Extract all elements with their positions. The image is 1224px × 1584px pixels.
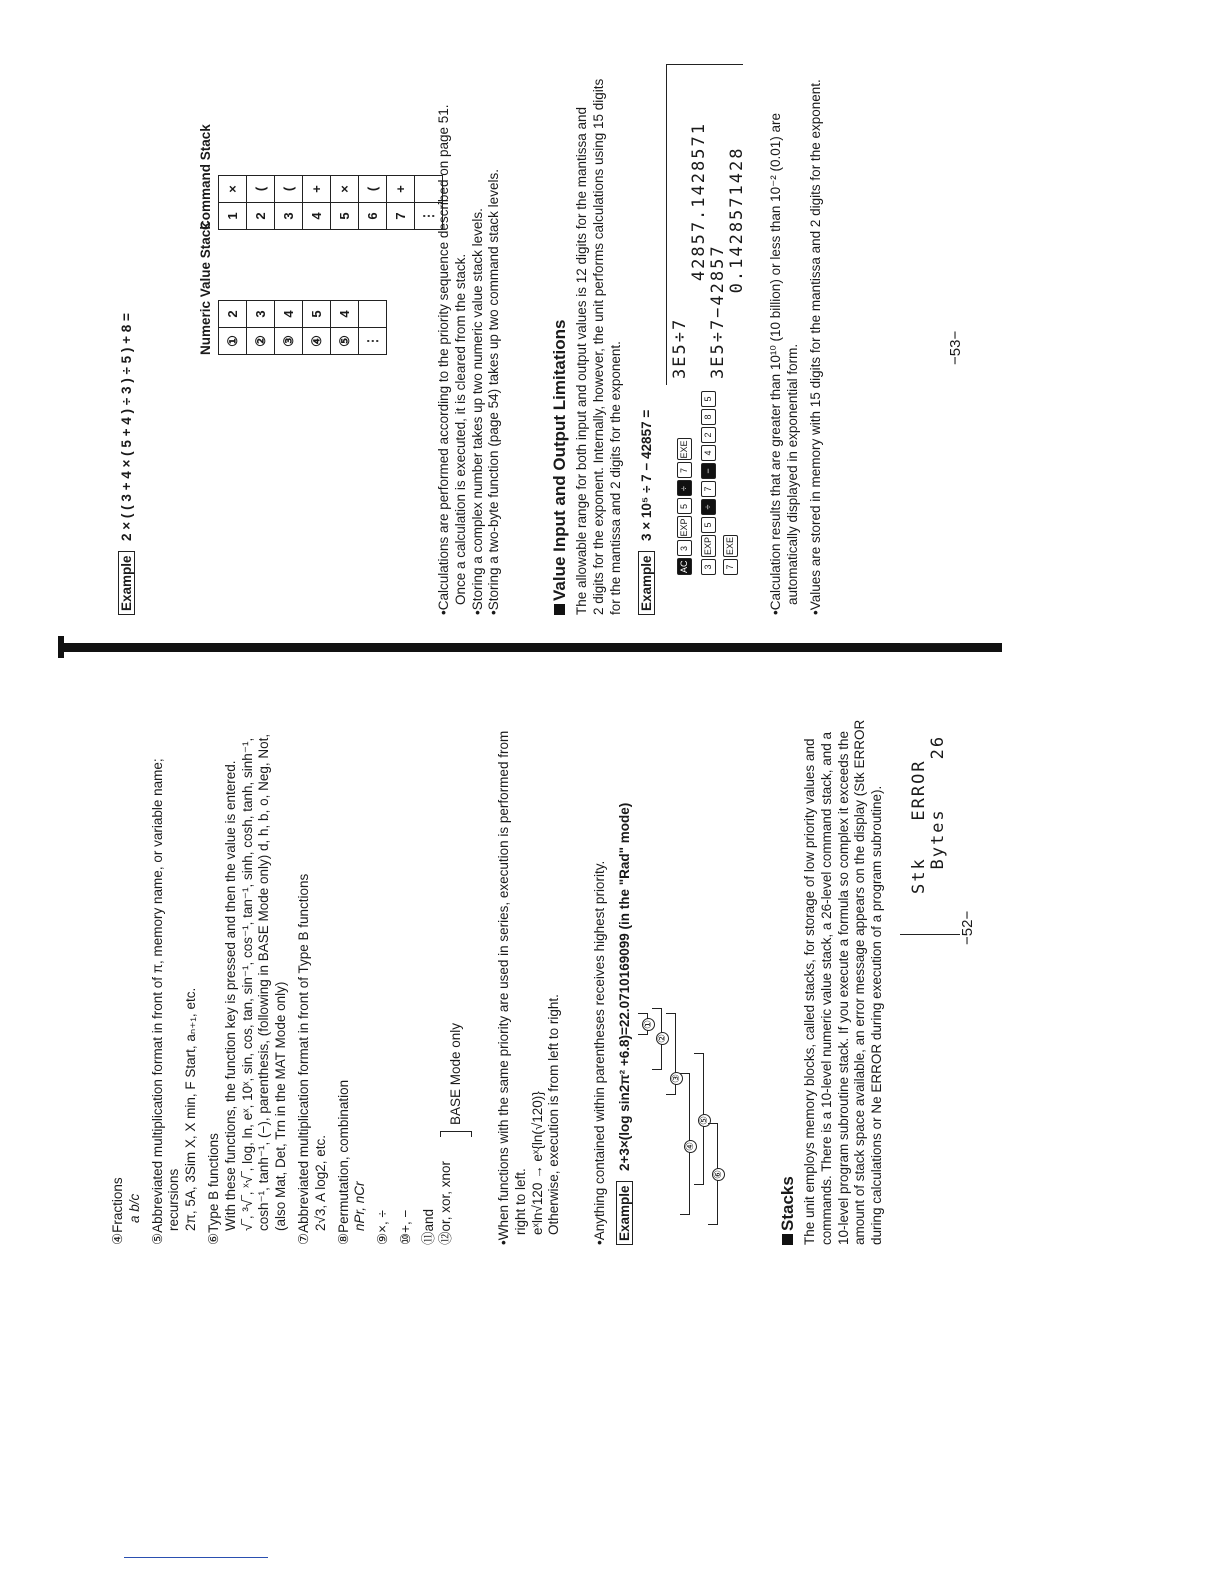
bottom-note-2: automatically displayed in exponential form.	[784, 343, 800, 605]
stacks-heading: Stacks	[778, 720, 798, 1245]
key-row-3	[720, 389, 738, 575]
series-line-3: eˣln√120 → eˣ{ln(√120)}	[529, 1091, 545, 1235]
numeric-stack-value: 4	[275, 301, 303, 328]
series-line-4: Otherwise, execution is from left to right.	[546, 994, 562, 1235]
numeric-stack-value	[359, 301, 387, 328]
item-typeb-desc: With these functions, the function key is pressed and then the value is entered.	[222, 760, 238, 1231]
note-4: •Storing a two-byte function (page 54) takes up two command stack levels.	[486, 169, 502, 615]
parenthesis-note: •Anything contained within parentheses receives highest priority.	[592, 860, 607, 1245]
numeric-stack-value: 4	[331, 301, 359, 328]
numeric-stack-row	[331, 301, 359, 355]
example-line	[616, 803, 634, 1245]
key-8: 8	[701, 409, 716, 425]
mark-3: ③	[670, 1072, 683, 1085]
result-line-3: 3E5÷7−42857	[708, 244, 728, 379]
note-2: Once a calculation is executed, it is cleared from the stack.	[452, 253, 468, 605]
numeric-stack-row	[303, 301, 331, 355]
note-1: •Calculations are performed according to the priority sequence described on page 51.	[436, 104, 451, 615]
command-stack-value: (	[247, 176, 275, 203]
key-ac: AC	[677, 558, 692, 575]
limits-line-3: for the mantissa and 2 digits for the exponent.	[607, 341, 623, 615]
bottom-note-1: •Calculation results that are greater than 10¹⁰ (10 billion) or less than 10⁻² (0.01) are	[768, 112, 783, 615]
command-stack-level: 6	[359, 203, 387, 230]
stk-error-display	[900, 643, 960, 935]
item-or: ⑫or, xor, xnor	[437, 1160, 453, 1245]
item-and: ⑪and	[420, 1208, 436, 1245]
example2-line	[638, 410, 656, 615]
heading-square-icon	[554, 604, 565, 615]
item-abbrev: ⑤Abbreviated multiplication format in front of π, memory name, or variable name;	[149, 758, 165, 1245]
numeric-stack-title: Numeric Value Stack	[198, 222, 213, 355]
item-typeb-list3: (also Mat, Det, Trn in the MAT Mode only)	[273, 981, 289, 1231]
command-stack-row	[247, 176, 275, 230]
item-perm-ex: nPr, nCr	[352, 1181, 368, 1231]
mark-5: ⑤	[698, 1114, 711, 1127]
page-divider-wedge	[58, 636, 64, 658]
numeric-stack-level: ④	[303, 328, 331, 355]
mark-6: ⑥	[712, 1168, 725, 1181]
note-3: •Storing a complex number takes up two numeric value stack levels.	[469, 208, 485, 615]
result-line-4: 0.1428571428	[727, 146, 747, 379]
page-number-right: −53−	[947, 330, 964, 365]
command-stack-level: ⋮	[415, 203, 443, 230]
command-stack-title: Command Stack	[198, 124, 213, 230]
command-stack-value: (	[275, 176, 303, 203]
key-sequence	[674, 389, 738, 575]
command-stack-level: 1	[219, 203, 247, 230]
command-stack-value: +	[303, 176, 331, 203]
limits-heading: Value Input and Output Limitations	[550, 79, 570, 615]
item-abbrev-ex: 2π, 5A, 3Sim X, X min, F Start, aₙ₊₁, etc.	[183, 987, 199, 1231]
scan-rule	[124, 1557, 268, 1558]
stacks-line-3: 10-level program subroutine stack. If you execute a formula so complex it exceeds the	[835, 730, 851, 1245]
command-stack-level: 7	[387, 203, 415, 230]
key-divide: ÷	[701, 499, 716, 515]
key-row-1	[674, 389, 692, 575]
numeric-stack-row	[359, 301, 387, 355]
base-mode-brace	[440, 1131, 472, 1137]
command-stack-row	[331, 176, 359, 230]
command-stack-row	[387, 176, 415, 230]
key-3: 3	[677, 540, 692, 556]
result-line-1: 3E5÷7	[670, 317, 690, 379]
example-label-right: Example	[118, 551, 135, 615]
stack-notes	[436, 104, 503, 615]
numeric-stack-level: ⋮	[359, 328, 387, 355]
numeric-stack-value: 5	[303, 301, 331, 328]
bottom-note-3: •Values are stored in memory with 15 digits for the mantissa and 2 digits for the exponent.	[807, 79, 823, 615]
numeric-value-stack	[218, 300, 387, 355]
item-fractions-sub: a b/c	[126, 1193, 142, 1223]
command-stack-value: +	[387, 176, 415, 203]
right-page	[118, 55, 964, 615]
numeric-stack-level: ⑤	[331, 328, 359, 355]
command-stack-value: ×	[219, 176, 247, 203]
example2-expression: 3 × 10⁵ ÷ 7 − 42857 =	[639, 409, 654, 542]
item-abbrev-cont: recursions	[166, 1168, 182, 1231]
command-stack-row	[219, 176, 247, 230]
key-row-2	[698, 389, 716, 575]
command-stack-level: 4	[303, 203, 331, 230]
order-diagram	[638, 1005, 728, 1245]
series-note	[496, 731, 563, 1245]
numeric-stack-level: ②	[247, 328, 275, 355]
command-stack-level: 5	[331, 203, 359, 230]
result-line-2: 42857.1428571	[689, 122, 709, 379]
mark-2: ②	[656, 1032, 669, 1045]
item-typeb-list1: √‾, ³√‾, ˣ√‾, log, ln, eˣ, 10ˣ, sin, cos, tan, sin⁻¹, cos⁻¹, tan⁻¹, sinh, cosh, tanh, sinh⁻¹,	[239, 737, 255, 1231]
page-number-left: −52−	[959, 910, 976, 945]
command-stack	[218, 175, 443, 230]
item-abbrev-b: ⑦Abbreviated multiplication format in front of Type B functions	[295, 873, 311, 1245]
numeric-stack-value: 3	[247, 301, 275, 328]
key-7: 7	[701, 481, 716, 497]
left-page	[110, 655, 976, 1245]
limits-line-2: 2 digits for the exponent. Internally, however, the unit performs calculations using 15 digits	[590, 78, 606, 615]
stacks-line-5: during calculations or Ne ERROR during execution of a program subroutine).	[869, 785, 885, 1245]
key-divide: ÷	[677, 480, 692, 496]
item-muldiv: ⑨×, ÷	[375, 1210, 391, 1245]
key-7: 7	[723, 559, 738, 575]
key-5: 5	[677, 498, 692, 514]
numeric-stack-level: ①	[219, 328, 247, 355]
example-expression: 2+3×(log sin2π² +6.8)=22.07101690​99 (in the "Rad" mode)	[617, 802, 632, 1172]
bottom-notes	[768, 79, 824, 615]
mark-4: ④	[684, 1140, 697, 1153]
numeric-stack-row	[247, 301, 275, 355]
stacks-line-4: amount of stack space available, an error message appears on the display (Stk ERROR	[852, 719, 868, 1245]
stacks-section	[778, 720, 886, 1245]
numeric-stack-value: 2	[219, 301, 247, 328]
example-line-right	[118, 313, 136, 615]
command-stack-row	[303, 176, 331, 230]
example-label: Example	[616, 1181, 633, 1245]
base-mode-note: BASE Mode only	[448, 1022, 463, 1125]
item-typeb-list2: cosh⁻¹, tanh⁻¹, (−), parenthesis, (following in BASE Mode only) d, h, b, o, Neg, Not,	[256, 733, 272, 1231]
item-abbrev-b-ex: 2√3, A log2, etc.	[312, 1135, 328, 1231]
key-minus: −	[701, 463, 716, 479]
series-line-2: right to left.	[512, 1168, 528, 1235]
item-typeb: ⑥Type B functions	[205, 1133, 221, 1245]
key-5: 5	[701, 391, 716, 407]
key-3: 3	[701, 559, 716, 575]
mark-1: ①	[642, 1018, 655, 1031]
numeric-stack-row	[219, 301, 247, 355]
command-stack-row	[359, 176, 387, 230]
stacks-line-1: The unit employs memory blocks, called stacks, for storage of low priority values and	[802, 738, 817, 1245]
example2-label: Example	[638, 551, 655, 615]
stacks-line-2: commands. There is a 10-level numeric value stack, a 26-level command stack, and a	[818, 732, 834, 1245]
command-stack-value: (	[359, 176, 387, 203]
key-exp: EXP	[677, 516, 692, 538]
item-fractions: ④Fractions	[110, 1177, 125, 1245]
key-exe: EXE	[677, 438, 692, 460]
example-expression-right: 2 × ( ( 3 + 4 × ( 5 + 4 ) ÷ 3 ) ÷ 5 ) + 8 =	[119, 313, 134, 542]
command-stack-level: 3	[275, 203, 303, 230]
key-exe: EXE	[723, 535, 738, 557]
key-2: 2	[701, 427, 716, 443]
numeric-stack-level: ③	[275, 328, 303, 355]
item-perm: ⑧Permutation, combination	[335, 1079, 351, 1245]
series-line-1: •When functions with the same priority are used in series, execution is performed from	[496, 730, 511, 1245]
display-line-1: Stk ERROR	[909, 759, 929, 894]
command-stack-value: ×	[331, 176, 359, 203]
item-addsub: ⑩+, −	[397, 1209, 413, 1245]
command-stack-row	[275, 176, 303, 230]
page-divider	[62, 643, 1002, 652]
key-4: 4	[701, 445, 716, 461]
result-display	[666, 64, 747, 385]
key-exp: EXP	[701, 535, 716, 557]
limits-section	[550, 79, 624, 615]
priority-list	[110, 734, 454, 1245]
command-stack-level: 2	[247, 203, 275, 230]
heading-square-icon	[782, 1234, 793, 1245]
key-7: 7	[677, 462, 692, 478]
limits-line-1: The allowable range for both input and output values is 12 digits for the mantissa and	[574, 106, 589, 615]
numeric-stack-row	[275, 301, 303, 355]
key-5: 5	[701, 517, 716, 533]
display-line-2: Bytes 26	[928, 734, 948, 894]
